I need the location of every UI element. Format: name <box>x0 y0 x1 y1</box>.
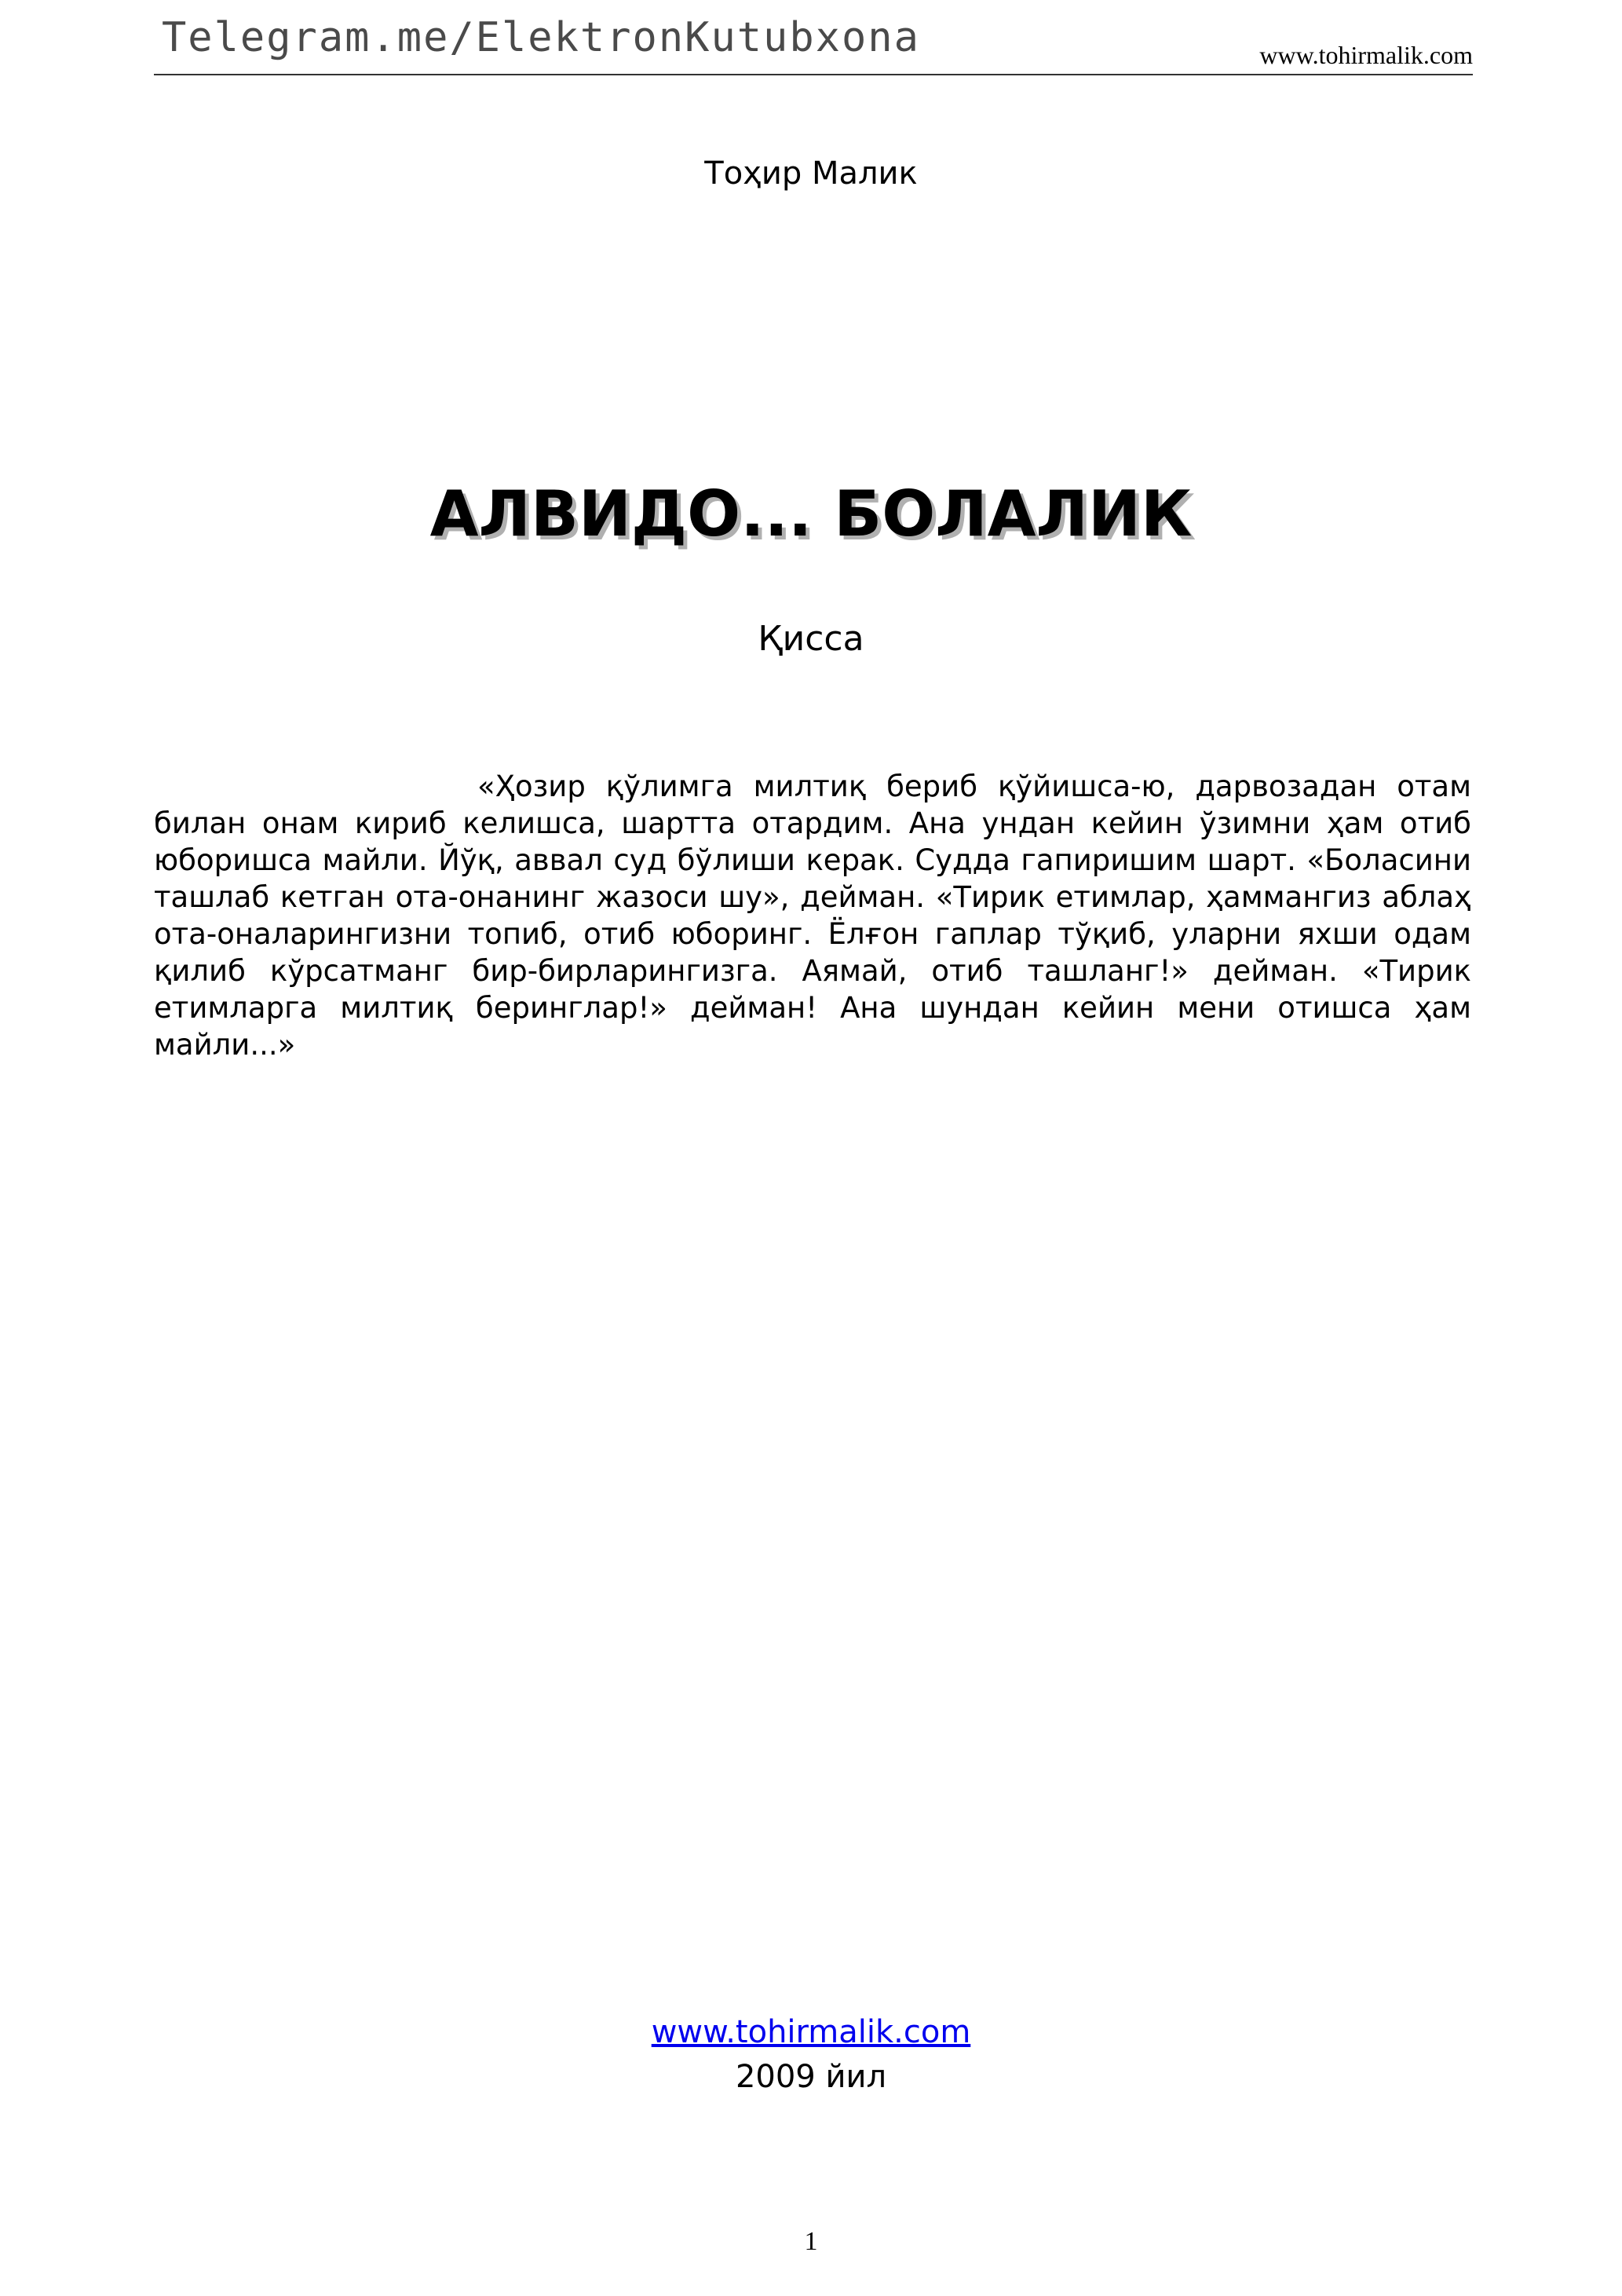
page-number: 1 <box>804 2227 818 2256</box>
epigraph-paragraph: «Ҳозир қўлимга милтиқ бериб қўйишса-ю, дарвозадан отам билан онам кириб келишса, шартта отардим. Ана ундан кейин ўзимни ҳам отиб юборишса майли. Йўқ, аввал суд бўлиши керак. Судда гапиришим шарт. «Боласини ташлаб кетган ота-онанинг жазоси шу», дейман. «Тирик етимлар, ҳаммангиз аблаҳ ота-оналарингизни топиб, отиб юборинг. Ёлғон гаплар тўқиб, уларни яхши одам қилиб кўрсатманг бир-бирларингизга. Аямай, отиб ташланг!» дейман. «Тирик етимларга милтиқ беринглар!» дейман! Ана шундан кейин мени отишса ҳам майли...» <box>154 770 1471 1062</box>
author-name: Тоҳир Малик <box>704 155 918 192</box>
header-divider <box>154 74 1473 75</box>
header-channel-text: Telegram.me/ElektronKutubxona <box>162 14 920 61</box>
footer-link-container <box>0 2014 1622 2050</box>
book-title: АЛВИДО... БОЛАЛИК <box>429 477 1193 550</box>
publication-year: 2009 йил <box>735 2059 887 2095</box>
header-site-text: www.tohirmalik.com <box>1259 41 1473 69</box>
book-genre: Қисса <box>758 619 864 659</box>
website-link[interactable]: www.tohirmalik.com <box>651 2014 971 2050</box>
